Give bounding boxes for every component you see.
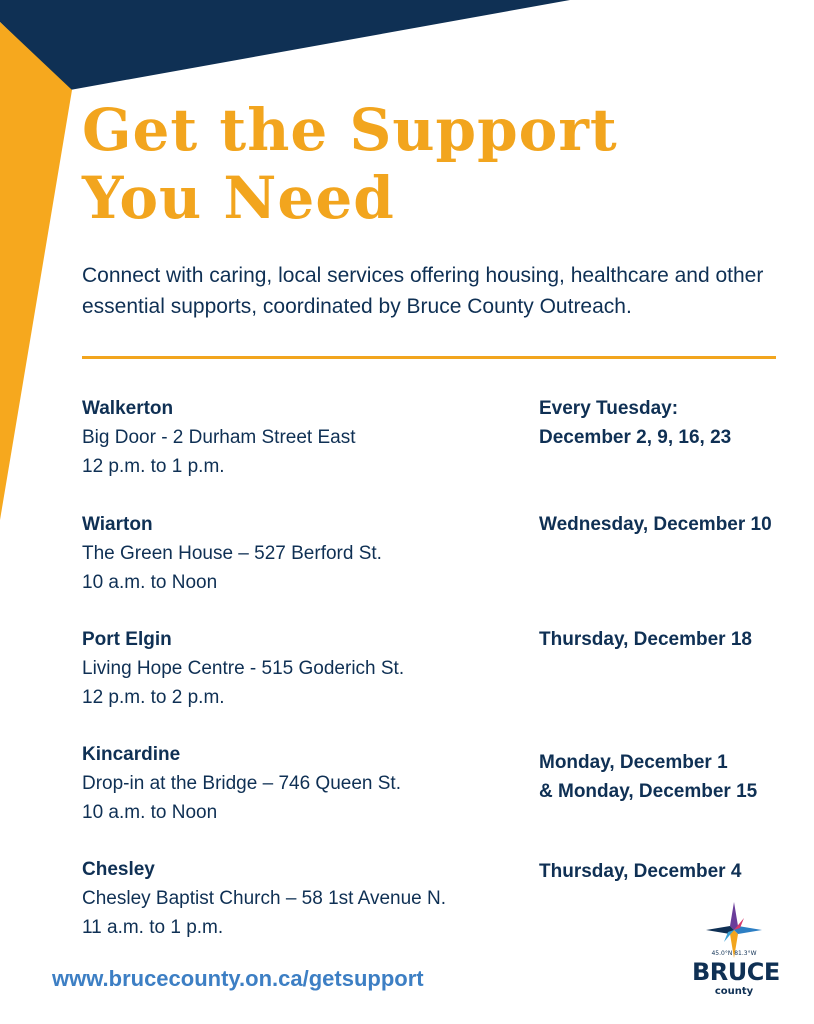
location-address: Living Hope Centre - 515 Goderich St. (82, 658, 405, 679)
location-time: 12 p.m. to 2 p.m. (82, 687, 225, 708)
location-name: Wiarton (82, 514, 153, 535)
website-link[interactable]: www.brucecounty.on.ca/getsupport (52, 966, 424, 991)
location-time: 12 p.m. to 1 p.m. (82, 456, 225, 477)
dates-walkerton (539, 394, 809, 452)
date-line: Thursday, December 4 (539, 861, 742, 882)
bruce-county-logo (692, 900, 780, 1004)
date-line: Every Tuesday: (539, 398, 679, 419)
orange-banner-shape (0, 22, 72, 520)
location-address: Big Door - 2 Durham Street East (82, 427, 356, 448)
logo-sub: county (714, 986, 754, 997)
location-address: Chesley Baptist Church – 58 1st Avenue N. (82, 888, 447, 909)
location-chesley (82, 855, 522, 942)
date-line: Monday, December 1 (539, 752, 728, 773)
location-time: 10 a.m. to Noon (82, 572, 218, 593)
title-line-2: You Need (82, 164, 395, 232)
location-address: Drop-in at the Bridge – 746 Queen St. (82, 773, 401, 794)
location-name: Kincardine (82, 744, 181, 765)
dates-chesley (539, 857, 809, 886)
dates-kincardine (539, 748, 809, 806)
date-line: & Monday, December 15 (539, 781, 758, 802)
divider-line (82, 356, 776, 359)
location-name: Chesley (82, 859, 155, 880)
location-time: 10 a.m. to Noon (82, 802, 218, 823)
dates-port-elgin (539, 625, 809, 654)
location-wiarton (82, 510, 522, 597)
location-kincardine (82, 740, 522, 827)
location-time: 11 a.m. to 1 p.m. (82, 917, 224, 938)
location-name: Port Elgin (82, 629, 172, 650)
title-line-1: Get the Support (82, 96, 618, 164)
intro-text: Connect with caring, local services offering housing, healthcare and other essential supports, coordinated by Bruce County Outreach. (82, 264, 764, 318)
date-line: December 2, 9, 16, 23 (539, 427, 732, 448)
date-line: Wednesday, December 10 (539, 514, 772, 535)
location-name: Walkerton (82, 398, 174, 419)
navy-banner-shape (0, 0, 570, 90)
location-walkerton (82, 394, 522, 481)
logo-brand: BRUCE (692, 958, 780, 986)
location-address: The Green House – 527 Berford St. (82, 543, 382, 564)
date-line: Thursday, December 18 (539, 629, 752, 650)
dates-wiarton (539, 510, 809, 539)
logo-coordinates: 45.0°N 81.3°W (711, 950, 757, 957)
page-title (82, 96, 618, 232)
location-port-elgin (82, 625, 522, 712)
